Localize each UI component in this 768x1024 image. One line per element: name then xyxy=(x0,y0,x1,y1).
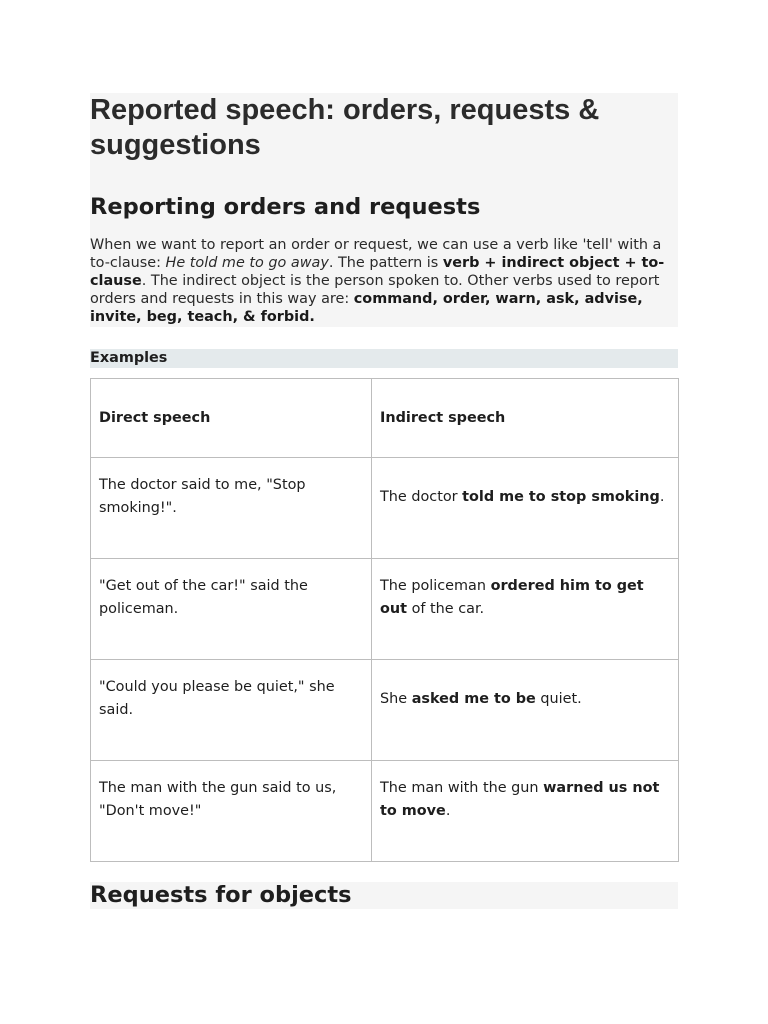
intro-example-sentence: He told me to go away xyxy=(165,255,329,271)
next-section-heading: Requests for objects xyxy=(90,882,352,908)
examples-label: Examples xyxy=(90,350,168,366)
indirect-speech-cell xyxy=(372,559,679,660)
direct-speech-text: The man with the gun said to us, "Don't move!" xyxy=(99,780,337,819)
indirect-speech-text xyxy=(380,486,670,509)
indirect-text-pre: The policeman xyxy=(380,578,491,594)
direct-speech-text: "Could you please be quiet," she said. xyxy=(99,679,335,718)
direct-speech-cell xyxy=(91,660,372,761)
intro-verb-list: command, order, warn, ask, advise, invite, beg, teach, & forbid. xyxy=(90,291,643,325)
indirect-text-highlight: told me to stop smoking xyxy=(462,488,660,505)
table-row xyxy=(91,458,679,559)
direct-speech-cell xyxy=(91,559,372,660)
indirect-text-pre: The doctor xyxy=(380,488,463,505)
intro-text-2: . The pattern is xyxy=(328,255,443,271)
indirect-text-highlight: asked me to be xyxy=(411,690,536,707)
intro-pattern: verb + indirect object + to-clause xyxy=(90,255,665,289)
indirect-text-post: . xyxy=(445,803,451,819)
indirect-text-pre: The man with the gun xyxy=(380,780,544,796)
intro-text-1: When we want to report an order or request, we can use a verb like 'tell' with a to-clause: xyxy=(90,237,662,271)
intro-text-3: . The indirect object is the person spoken to. Other verbs used to report orders and requests in this way are: xyxy=(90,273,660,307)
page-title: Reported speech: orders, requests & suggestions xyxy=(90,94,600,161)
indirect-speech-cell xyxy=(372,660,679,761)
indirect-text-pre: She xyxy=(380,690,412,707)
examples-bar xyxy=(90,349,678,368)
direct-speech-cell xyxy=(91,761,372,862)
direct-speech-cell xyxy=(91,458,372,559)
section-heading: Reporting orders and requests xyxy=(90,194,481,220)
indirect-speech-cell xyxy=(372,761,679,862)
indirect-text-highlight: warned us not to move xyxy=(380,780,660,819)
header-indirect-speech: Indirect speech xyxy=(372,379,679,458)
indirect-text-post: . xyxy=(659,488,665,505)
indirect-speech-text xyxy=(380,777,670,823)
indirect-text-post: of the car. xyxy=(407,601,485,617)
direct-speech-text: The doctor said to me, "Stop smoking!". xyxy=(99,477,306,516)
indirect-text-post: quiet. xyxy=(535,690,582,707)
direct-speech-text: "Get out of the car!" said the policeman. xyxy=(99,578,308,617)
indirect-text-highlight: ordered him to get out xyxy=(380,578,644,617)
header-direct-speech: Direct speech xyxy=(91,379,372,458)
indirect-speech-cell xyxy=(372,458,679,559)
table-row xyxy=(91,660,679,761)
indirect-speech-text xyxy=(380,688,670,711)
indirect-speech-text xyxy=(380,575,670,621)
intro-paragraph xyxy=(90,236,680,326)
table-row xyxy=(91,761,679,862)
table-header-row xyxy=(91,379,679,458)
table-row xyxy=(91,559,679,660)
examples-table xyxy=(90,378,679,862)
